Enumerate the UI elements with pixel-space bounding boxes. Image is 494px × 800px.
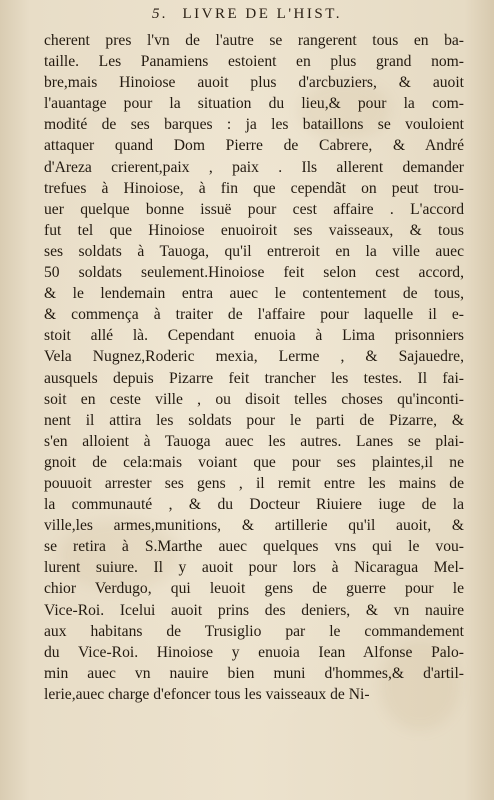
text-line: se retira à S.Marthe auec quelques vns qui le vou- bbox=[44, 538, 464, 556]
running-head bbox=[0, 6, 494, 23]
text-line: cherent pres l'vn de l'autre se rangerent tous en ba- bbox=[44, 32, 464, 49]
running-head-title: LIVRE DE L'HIST. bbox=[182, 6, 342, 22]
text-line: stoit allé là. Cependant enuoia à Lima prisonniers bbox=[44, 327, 464, 345]
text-line: attaquer quand Dom Pierre de Cabrere, & André bbox=[44, 137, 464, 155]
text-line: & commença à traiter de l'affaire pour laquelle il e- bbox=[44, 306, 464, 324]
text-line: l'auantage pour la situation du lieu,& pour la com- bbox=[44, 95, 464, 113]
text-line: Vela Nugnez,Roderic mexia, Lerme , & Sajauedre, bbox=[44, 348, 464, 366]
text-line: bre,mais Hinoiose auoit plus d'arcbuziers, & auoit bbox=[44, 74, 464, 92]
text-line: gnoit de cela:mais voiant que pour ses plaintes,il ne bbox=[44, 453, 464, 471]
text-line: lurent suiure. Il y auoit pour lors à Nicaragua Mel- bbox=[44, 559, 464, 577]
text-line: ausquels depuis Pizarre feit trancher les testes. Il fai- bbox=[44, 369, 464, 387]
text-line: fut tel que Hinoiose enuoiroit ses vaisseaux, & tous bbox=[44, 221, 464, 239]
text-line: taille. Les Panamiens estoient en plus grand nom- bbox=[44, 53, 464, 71]
text-line: 50 soldats seulement.Hinoiose feit selon cest accord, bbox=[44, 264, 464, 282]
text-line: ses soldats à Tauoga, qu'il entreroit en la ville auec bbox=[44, 242, 464, 260]
text-line: & le lendemain entra auec le contentement de tous, bbox=[44, 285, 464, 303]
text-line: min auec vn nauire bien muni d'hommes,& d'artil- bbox=[44, 664, 464, 682]
text-line: chior Verdugo, qui leuoit gens de guerre pour le bbox=[44, 580, 464, 598]
text-line: du Vice-Roi. Hinoiose y enuoia Iean Alfonse Palo- bbox=[44, 643, 464, 661]
text-line: soit en ceste ville , ou disoit telles choses qu'inconti- bbox=[44, 390, 464, 408]
text-line: la communauté , & du Docteur Riuiere iuge de la bbox=[44, 496, 464, 514]
page-number: 5. bbox=[152, 6, 169, 22]
text-line: uer quelque bonne issuë pour cest affaire . L'accord bbox=[44, 200, 464, 218]
text-line: s'en alloient à Tauoga auec les autres. Lanes se plai- bbox=[44, 432, 464, 450]
text-line: d'Areza crierent,paix , paix . Ils allerent demander bbox=[44, 158, 464, 176]
body-text bbox=[44, 30, 464, 705]
text-line: ville,les armes,munitions, & artillerie qu'il auoit, & bbox=[44, 517, 464, 535]
text-line: Vice-Roi. Icelui auoit prins des deniers, & vn nauire bbox=[44, 601, 464, 619]
text-line: modité de ses barques : ja les bataillons se vouloient bbox=[44, 116, 464, 134]
text-line: aux habitans de Trusiglio par le commandement bbox=[44, 622, 464, 640]
text-line: lerie,auec charge d'efoncer tous les vaisseaux de Ni- bbox=[44, 685, 370, 703]
text-line: nent il attira les soldats pour le parti de Pizarre, & bbox=[44, 411, 464, 429]
text-line: trefues à Hinoiose, à fin que cependãt on peut trou- bbox=[44, 179, 464, 197]
text-line: pouuoit arrester ses gens , il remit entre les mains de bbox=[44, 474, 464, 492]
